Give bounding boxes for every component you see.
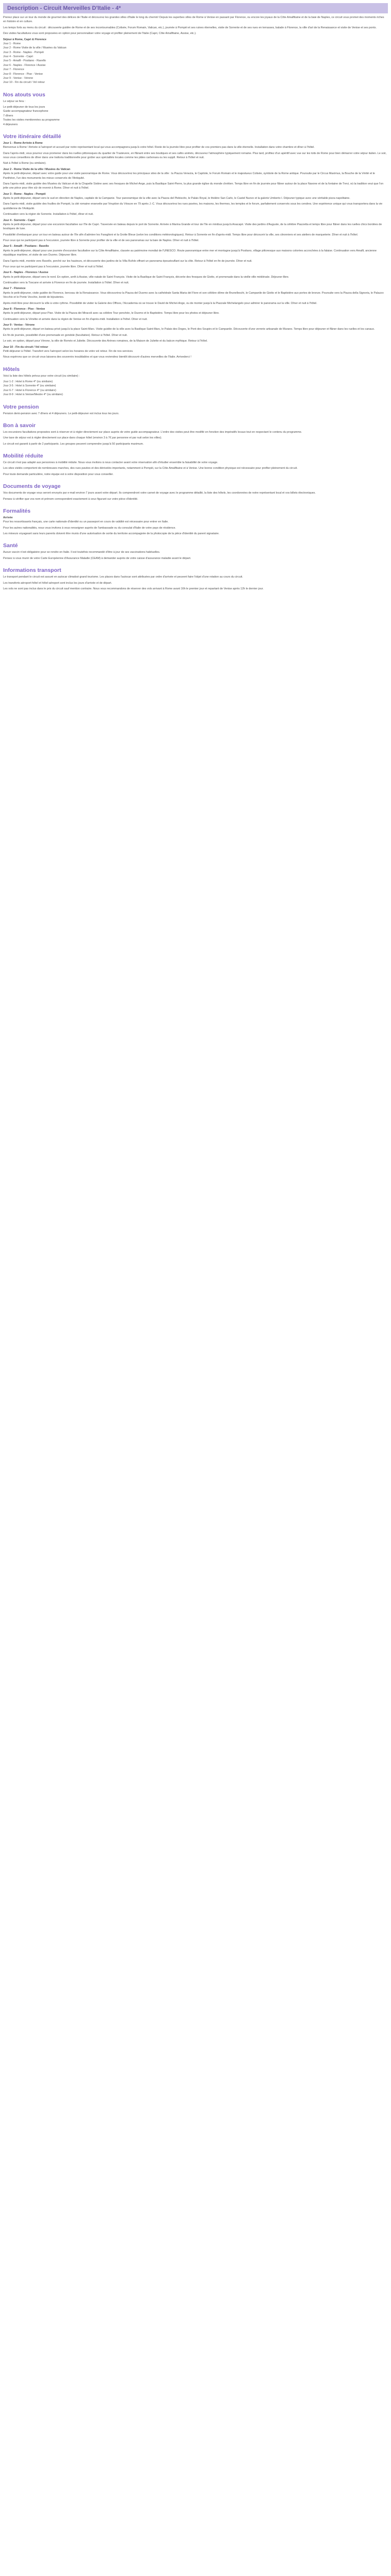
- day-paragraph: Pour ceux qui ne participent pas à l'excursion, journée libre à Sorrente pour profiter de la ville et de ses panoramas sur la baie de Naples. Dîner et nuit à l'hôtel.: [3, 239, 199, 242]
- day-paragraph: Nous espérons que ce circuit vous laissera des souvenirs inoubliables et que vous reviendrez bientôt découvrir d'autres merveilles de l'Italie. Arrivederci !: [3, 355, 191, 359]
- itinerary-day: [3, 192, 388, 217]
- itinerary-day: [3, 218, 388, 243]
- day-paragraph: Après le petit-déjeuner, visite guidée de Florence, berceau de la Renaissance. Vous découvrirez la Piazza del Duomo avec la cathédrale Santa Maria del Fiore et son célèbre dôme de Brunelleschi, le Campanile de Giotto et le Baptistère aux portes de bronze. Poursuite vers la Piazza della Signoria, le Palazzo Vecchio et le Ponte Vecchio, bordé de bijouteries.: [3, 291, 384, 299]
- list-item: Jour 6 - Naples - Florence / Assise: [3, 63, 46, 67]
- list-item: Jour 1-2 : Hotel à Rome 4* (ou similaire): [3, 380, 53, 383]
- paragraph: Les vols ne sont pas inclus dans le prix du circuit sauf mention contraire. Nous vous recommandons de réserver des vols arrivant à Rome avant 16h le premier jour et repartant de Venise après 12h le dernier jour.: [3, 587, 264, 590]
- itinerary-day: [3, 323, 388, 344]
- day-paragraph: Dans l'après-midi, vous pourrez vous promener dans les ruelles pittoresques du quartier de Trastevere, en flânant entre ses boutiques et ses cafés animés, découvrez l'atmosphère typiquement romaine. Plus tard, profitez d'un apéritif avec vue sur les toits de Rome pour bien démarrer votre séjour italien. Le soir, nous vous conseillons de dîner dans une trattoria traditionnelle pour goûter aux spécialités locales comme les pâtes carbonara ou les supplì. Retour à l'hôtel et nuit.: [3, 151, 387, 159]
- itinerary-day: [3, 345, 388, 360]
- paragraph: Pensez à vous munir de votre Carte Européenne d'Assurance Maladie (CEAM) à demander auprès de votre caisse d'assurance maladie avant le départ.: [3, 556, 191, 560]
- intro-paragraph: Les temps forts au menu du circuit : découverte guidée de Rome et de ses incontournables (Colisée, Forum Romain, Vatican, etc.), journée à Pompéi et ses ruines éternelles, visite de Sorrente et de ses rues en terrasses, balade à Florence, la ville d'art de la Renaissance et visite de Venise et ses ponts.: [3, 26, 377, 29]
- day-title: Jour 9 - Venise - Vérone: [3, 324, 35, 327]
- section-heading-good-to-know: Bon à savoir: [3, 422, 36, 429]
- list-item: Jour 2 - Rome Visite de la ville / Musées du Vatican: [3, 46, 67, 50]
- itinerary-day: [3, 141, 388, 166]
- paragraph: Pour toute demande particulière, notre équipe est à votre disposition pour vous conseiller.: [3, 472, 113, 476]
- day-paragraph: Dans l'après-midi, visite guidée des Musées du Vatican et de la Chapelle Sixtine avec ses fresques de Michel-Ange, puis la Basilique Saint-Pierre, la plus grande église du monde chrétien. Temps libre en fin de journée pour flâner autour de la place Navone et de la fontaine de Trevi, où la tradition veut que l'on jette une pièce pour être sûr de revenir à Rome. Dîner et nuit à l'hôtel.: [3, 182, 384, 190]
- day-title: Jour 4 - Sorrente - Capri: [3, 218, 35, 222]
- day-paragraph: Après-midi libre pour découvrir la ville à votre rythme. Possibilité de visiter la Galerie des Offices, l'Accademia où se trouve le David de Michel-Ange, ou de monter jusqu'à la Piazzale Michelangelo pour admirer le panorama sur la ville. Dîner et nuit à l'hôtel.: [3, 301, 317, 305]
- day-paragraph: Bienvenue à Rome ! Arrivée à l'aéroport et accueil par notre représentant local qui vous accompagnera jusqu'à votre hôtel. Reste de la journée libre pour profiter de vos premiers pas dans la ville éternelle. Installation dans votre chambre et dîner à l'hôtel.: [3, 146, 315, 149]
- day-paragraph: Après le petit-déjeuner, départ avec votre guide pour une visite panoramique de Rome. Vous découvrirez les principaux sites de la ville : la Piazza Venezia, le Capitole, le Forum Romain et le majestueux Colisée, symbole de la Rome antique. Poursuite par le Circus Maximus, la Bouche de la Vérité et le Panthéon, l'un des monuments les mieux conservés de l'Antiquité.: [3, 172, 375, 180]
- day-paragraph: En fin de journée, possibilité d'une promenade en gondole (facultative). Retour à l'hôtel. Dîner et nuit.: [3, 333, 128, 337]
- included-list: [3, 105, 388, 127]
- day-paragraph: Après le petit-déjeuner, départ pour Pise. Visite de la Piazza dei Miracoli avec sa célèbre Tour penchée, le Duomo et le Baptistère. Temps libre pour les photos et déjeuner libre.: [3, 312, 220, 315]
- page-banner: Description - Circuit Merveilles D'Italie - 4*: [3, 3, 388, 13]
- day-paragraph: Continuation vers la Vénétie et arrivée dans la région de Venise en fin d'après-midi. Installation à l'hôtel. Dîner et nuit.: [3, 317, 148, 321]
- section-heading-itinerary: Votre itinéraire détaillé: [3, 133, 61, 140]
- section-heading-rates: Votre pension: [3, 403, 39, 410]
- itinerary-day: [3, 270, 388, 285]
- day-paragraph: Après le petit-déjeuner, départ vers le nord. En option, arrêt à Assise, ville natale de Saint François. Visite de la Basilique de Saint François, décorée des fresques de Giotto, et promenade dans la vieille ville médiévale. Déjeuner libre.: [3, 275, 289, 279]
- day-paragraph: Possibilité d'embarquer pour un tour en bateau autour de l'île afin d'admirer les Faraglioni et la Grotte Bleue (selon les conditions météorologiques). Retour à Sorrente en fin d'après-midi. Temps libre pour découvrir la ville, ses citronniers et ses ateliers de marqueterie. Dîner et nuit à l'hôtel.: [3, 233, 359, 236]
- paragraph: Ce circuit n'est pas adapté aux personnes à mobilité réduite. Nous vous invitons à nous contacter avant votre réservation afin d'étudier ensemble la faisabilité de votre voyage.: [3, 461, 218, 464]
- list-item: Jour 8 - Florence - Pise - Venise: [3, 72, 43, 76]
- list-item: Jour 4 - Sorrente - Capri: [3, 55, 34, 58]
- itinerary-day: [3, 286, 388, 306]
- day-title: Jour 6 - Naples - Florence / Assise: [3, 271, 48, 275]
- day-paragraph: Après le petit-déjeuner, départ pour une journée d'excursion facultative sur la Côte Amalfitaine, classée au patrimoine mondial de l'UNESCO. Route panoramique entre mer et montagne jusqu'à Positano, village pittoresque aux maisons colorées accrochées à la falaise. Continuation vers Amalfi, ancienne république maritime, et visite de son Duomo. Déjeuner libre.: [3, 249, 377, 257]
- highlights-title: Séjour à Rome, Capri & Florence: [3, 38, 46, 41]
- itinerary-day: [3, 167, 388, 191]
- list-item: 4 déjeuners: [3, 123, 18, 126]
- paragraph: Pour les autres nationalités, nous vous invitons à vous renseigner auprès de l'ambassade ou du consulat d'Italie de votre pays de résidence.: [3, 526, 176, 530]
- day-title: Jour 5 - Amalfi - Positano - Ravello: [3, 245, 49, 248]
- list-item: Jour 5 - Amalfi - Positano - Ravello: [3, 59, 46, 63]
- list-item: Jour 1 - Rome: [3, 42, 21, 45]
- hotels-intro: Voici la liste des hôtels prévus pour votre circuit (ou similaire) :: [3, 374, 80, 378]
- day-paragraph: Dans l'après-midi, montée vers Ravello, perché sur les hauteurs, et découverte des jardins de la Villa Rufolo offrant un panorama époustouflant sur la côte. Retour à l'hôtel en fin de journée. Dîner et nuit.: [3, 259, 252, 263]
- paragraph: Le circuit est garanti à partir de 2 participants. Les groupes peuvent comprendre jusqu'à 50 participants maximum.: [3, 442, 144, 446]
- paragraph: Vos documents de voyage vous seront envoyés par e-mail environ 7 jours avant votre départ. Ils comprendront votre carnet de voyage avec le programme détaillé, la liste des hôtels, les coordonnées de notre représentant local et vos billets électroniques.: [3, 492, 316, 495]
- day-title: Jour 2 - Rome Visite de la ville / Musées du Vatican: [3, 167, 71, 171]
- day-paragraph: Nuit à l'hôtel à Rome (ou similaire).: [3, 162, 46, 165]
- section-heading-health: Santé: [3, 543, 18, 549]
- paragraph: Le transport pendant le circuit est assuré en autocar climatisé grand tourisme. Les places dans l'autocar sont attribuées par ordre d'arrivée et peuvent faire l'objet d'une rotation au cours du circuit.: [3, 575, 243, 579]
- list-item: Jour 9 - Venise - Vérone: [3, 76, 34, 80]
- section-heading-included: Nos atouts vous: [3, 91, 45, 98]
- paragraph: Les transferts aéroport-hôtel et hôtel-aéroport sont inclus les jours d'arrivée et de départ.: [3, 581, 112, 585]
- rates-text: Pension demi-pension avec 7 dîners et 4 déjeuners. Le petit-déjeuner est inclus tous les jours.: [3, 412, 120, 415]
- day-paragraph: Continuation vers la Toscane et arrivée à Florence en fin de journée. Installation à l'hôtel. Dîner et nuit.: [3, 281, 129, 284]
- day-paragraph: Après le petit-déjeuner, départ vers le sud en direction de Naples, capitale de la Campanie. Tour panoramique de la ville avec la Piazza del Plebiscito, le Palais Royal, le théâtre San Carlo, le Castel Nuovo et la galerie Umberto I. Déjeuner typique avec une véritable pizza napolitaine.: [3, 197, 350, 200]
- list-item: Toutes les visites mentionnées au programme: [3, 118, 60, 122]
- section-heading-documents: Documents de voyage: [3, 483, 61, 490]
- day-paragraph: Dans l'après-midi, visite guidée des fouilles de Pompéi, la cité romaine ensevelie par l'éruption du Vésuve en 79 après J.-C. Vous découvrirez les rues pavées, les maisons, les thermes, les temples et le forum, parfaitement conservés sous les cendres. Une expérience unique qui vous transportera dans la vie quotidienne de l'Antiquité.: [3, 202, 383, 210]
- itinerary-day: [3, 244, 388, 269]
- section-heading-hotels: Hôtels: [3, 366, 20, 372]
- day-paragraph: Le soir, en option, départ pour Vérone, la ville de Roméo et Juliette. Découverte des Arènes romaines, de la Maison de Juliette et du balcon mythique. Retour à l'hôtel.: [3, 340, 208, 343]
- section-heading-mobility: Mobilité réduite: [3, 453, 43, 459]
- paragraph: Les excursions facultatives proposées sont à réserver et à régler directement sur place auprès de votre guide accompagnateur. L'ordre des visites peut être modifié en fonction des impératifs locaux tout en respectant le contenu du programme.: [3, 430, 302, 434]
- day-title: Jour 7 - Florence: [3, 287, 26, 291]
- paragraph: Les mineurs voyageant sans leurs parents doivent être munis d'une autorisation de sortie du territoire accompagnée de la photocopie de la pièce d'identité du parent signataire.: [3, 532, 220, 535]
- list-item: Jour 8-9 : Hotel à Venise/Mestre 4* (ou similaire): [3, 393, 63, 397]
- list-item: Le petit-déjeuner de tous les jours: [3, 106, 45, 109]
- formalities-subtitle: Arrivée: [3, 516, 13, 519]
- itinerary-days: [3, 141, 388, 360]
- day-paragraph: Petit-déjeuner à l'hôtel. Transfert vers l'aéroport selon les horaires de votre vol retour. Fin de nos services.: [3, 349, 134, 353]
- page: [0, 0, 391, 605]
- paragraph: Aucun vaccin n'est obligatoire pour se rendre en Italie. Il est toutefois recommandé d'être à jour de ses vaccinations habituelles.: [3, 551, 160, 554]
- list-item: Jour 10 - Fin du circuit / Vol retour: [3, 81, 45, 84]
- day-paragraph: Pour ceux qui ne participent pas à l'excursion, journée libre. Dîner et nuit à l'hôtel.: [3, 265, 104, 268]
- section-heading-formalities: Formalités: [3, 507, 31, 514]
- intro-paragraph: Prenez place sur un tour du monde de gourmet des délices de l'Italie et découvrez les grandes villes d'Italie le long du chemin! Depuis les superbes villes de Rome à Venise en passant par Florence, ou encore les joyaux de la Côte Amalfitaine et de la baie de Naples, ce circuit vous promet des moments riches en histoire et en culture.: [3, 16, 384, 24]
- list-item: Jour 3-5 : Hotel à Sorrente 4* (ou similaire): [3, 384, 56, 388]
- day-title: Jour 10 - Fin du circuit / Vol retour: [3, 345, 48, 349]
- day-paragraph: Continuation vers la région de Sorrente. Installation à l'hôtel, dîner et nuit.: [3, 213, 94, 216]
- paragraph: Les sites visités comportent de nombreuses marches, des rues pavées et des dénivelés importants, notamment à Pompéi, sur la Côte Amalfitaine et à Venise. Une bonne condition physique est nécessaire pour profiter pleinement du circuit.: [3, 467, 298, 470]
- day-paragraph: Après le petit-déjeuner, départ pour une excursion facultative sur l'île de Capri. Traversée en bateau depuis le port de Sorrente. Arrivée à Marina Grande et tour de l'île en minibus jusqu'à Anacapri. Visite des jardins d'Auguste, de la célèbre Piazzetta et temps libre pour flâner dans les ruelles chics bordées de boutiques de luxe.: [3, 223, 382, 231]
- list-item: Guide accompagnateur francophone: [3, 110, 48, 113]
- highlights-list: [3, 42, 388, 85]
- paragraph: Une taxe de séjour est à régler directement sur place dans chaque hôtel (environ 3 à 7€ par personne et par nuit selon les villes).: [3, 436, 162, 440]
- intro-paragraph: Des visites facultatives vous sont proposées en option pour personnaliser votre voyage et profiter pleinement de l'Italie (Capri, Côte Amalfitaine, Assise, etc.).: [3, 32, 197, 36]
- paragraph: Pensez à vérifier que vos nom et prénom correspondent exactement à ceux figurant sur votre pièce d'identité.: [3, 497, 138, 501]
- list-item: Jour 7 - Florence: [3, 68, 24, 72]
- day-title: Jour 3 - Rome - Naples - Pompéi: [3, 192, 46, 196]
- section-heading-transport: Informations transport: [3, 567, 61, 574]
- day-paragraph: Après le petit-déjeuner, départ en bateau privé jusqu'à la place Saint-Marc. Visite guidée de la ville avec la Basilique Saint-Marc, le Palais des Doges, le Pont des Soupirs et le Campanile. Découverte d'une verrerie artisanale de Murano. Temps libre pour déjeuner et flâner dans les ruelles et les canaux.: [3, 328, 375, 331]
- list-item: Jour 6-7 : Hotel à Florence 4* (ou similaire): [3, 388, 56, 392]
- paragraph: Pour les ressortissants français, une carte nationale d'identité ou un passeport en cours de validité est nécessaire pour entrer en Italie.: [3, 520, 169, 524]
- included-intro: Le séjour se fera :: [3, 99, 26, 103]
- day-title: Jour 8 - Florence - Pise - Venise: [3, 307, 45, 311]
- list-item: Jour 3 - Rome - Naples - Pompéi: [3, 50, 44, 54]
- hotels-list: [3, 380, 388, 397]
- day-title: Jour 1 - Rome Arrivée à Rome: [3, 141, 43, 145]
- itinerary-day: [3, 307, 388, 321]
- list-item: 7 dîners: [3, 114, 13, 117]
- page-footer-space: [3, 592, 388, 605]
